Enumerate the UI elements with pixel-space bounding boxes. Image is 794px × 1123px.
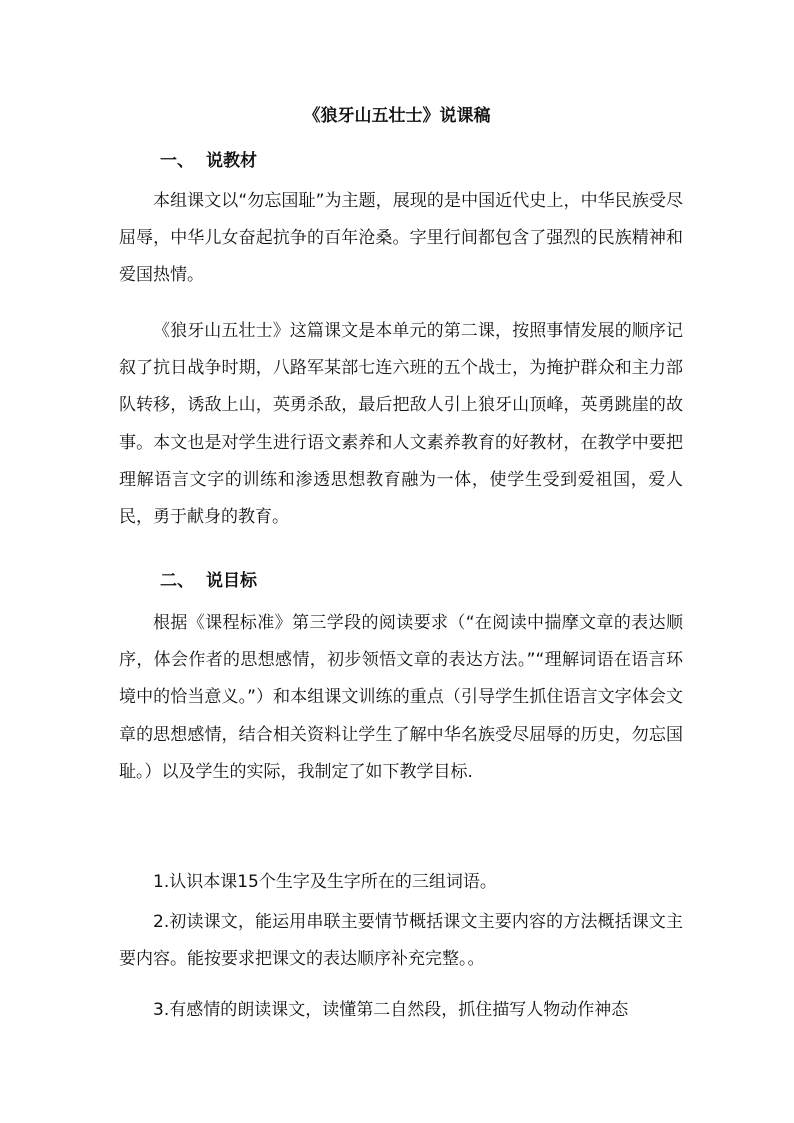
paragraph: 《狼牙山五壮士》这篇课文是本单元的第二课，按照事情发展的顺序记叙了抗日战争时期，八路军某部七连六班的五个战士，为掩护群众和主力部队转移，诱敌上山，英勇杀敌，最后把敌人引上狼牙山顶峰，英勇跳崖的故事。本文也是对学生进行语文素养和人文素养教育的好教材，在教学中要把理解语言文字的训练和渗透思想教育融为一体，使学生受到爱祖国，爱人民，勇于献身的教育。 [119,321,683,528]
section-number: 一、 [160,151,194,171]
goal-item: 3.有感情的朗读课文，读懂第二自然段，抓住描写人物动作神态 [153,1000,629,1020]
section-title: 说目标 [206,571,257,591]
paragraph: 本组课文以“勿忘国耻”为主题，展现的是中国近代史上，中华民族受尽屈辱，中华儿女奋起抗争的百年沧桑。字里行间都包含了强烈的民族精神和爱国热情。 [119,191,683,286]
section-title: 说教材 [206,151,257,171]
paragraph: 根据《课程标准》第三学段的阅读要求（“在阅读中揣摩文章的表达顺序，体会作者的思想感情，初步领悟文章的表达方法。”“理解词语在语言环境中的恰当意义。”）和本组课文训练的重点（引导学生抓住语言文字体会文章的思想感情，结合相关资料让学生了解中华名族受尽屈辱的历史，勿忘国耻。）以及学生的实际，我制定了如下教学目标. [119,613,683,782]
goal-item: 2.初读课文，能运用串联主要情节概括课文主要内容的方法概括课文主要内容。能按要求把课文的表达顺序补充完整。。 [119,912,683,970]
section-heading-goals [160,568,257,594]
goal-item: 1.认识本课15个生字及生字所在的三组词语。 [153,872,497,892]
document-title: 《狼牙山五壮士》说课稿 [303,106,491,126]
section-number: 二、 [160,571,194,591]
section-heading-textbook [160,148,257,174]
